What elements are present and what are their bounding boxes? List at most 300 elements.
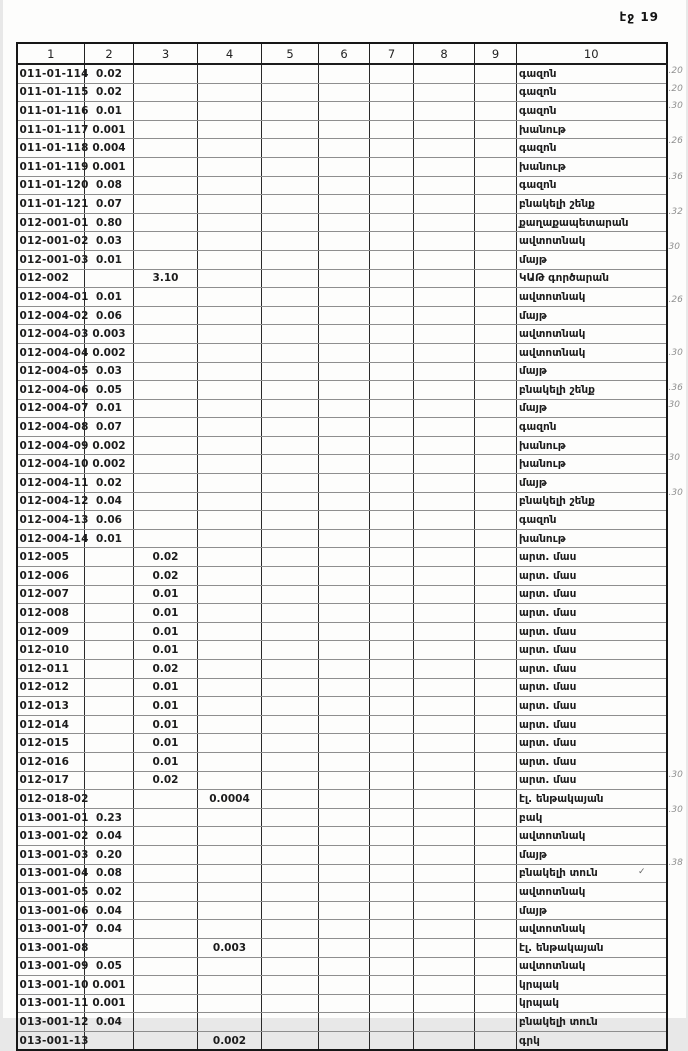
- column-header-2: 2: [85, 43, 134, 64]
- table-row: [17, 957, 667, 976]
- cell-col5-empty: [262, 715, 319, 734]
- cell-col5-empty: [262, 343, 319, 362]
- table-row: [17, 120, 667, 139]
- cell-parcel-id: 013-001-04: [17, 864, 85, 883]
- cell-col2-value: 0.04: [85, 901, 134, 920]
- cell-col7-empty: [370, 734, 414, 753]
- column-header-3: 3: [134, 43, 198, 64]
- cell-col7-empty: [370, 102, 414, 121]
- cell-col3-value: [134, 306, 198, 325]
- cell-col7-empty: [370, 827, 414, 846]
- cell-col8-empty: [414, 845, 475, 864]
- cell-col3-value: [134, 938, 198, 957]
- cell-col6-empty: [319, 343, 370, 362]
- cell-col6-empty: [319, 511, 370, 530]
- cell-col3-value: [134, 901, 198, 920]
- cell-col9-empty: [475, 250, 517, 269]
- cell-col9-empty: [475, 64, 517, 83]
- table-row: [17, 381, 667, 400]
- cell-col7-empty: [370, 883, 414, 902]
- table-row: [17, 232, 667, 251]
- table-row: [17, 901, 667, 920]
- cell-col3-value: [134, 325, 198, 344]
- cell-col4-value: [198, 157, 262, 176]
- cell-object-name: էլ. ենթակայան: [517, 938, 667, 957]
- cell-parcel-id: 011-01-121: [17, 195, 85, 214]
- cell-col8-empty: [414, 697, 475, 716]
- cell-object-name: բնակելի շենք: [517, 381, 667, 400]
- cell-col2-value: 0.002: [85, 455, 134, 474]
- cell-parcel-id: 012-002: [17, 269, 85, 288]
- cell-col5-empty: [262, 120, 319, 139]
- cell-parcel-id: 012-004-12: [17, 492, 85, 511]
- cell-col2-value: 0.02: [85, 883, 134, 902]
- cell-col8-empty: [414, 269, 475, 288]
- cell-col7-empty: [370, 343, 414, 362]
- cell-object-name: ավտոտնակ: [517, 827, 667, 846]
- cell-col6-empty: [319, 1013, 370, 1032]
- cell-col8-empty: [414, 752, 475, 771]
- cell-col2-value: [85, 678, 134, 697]
- cell-col2-value: 0.01: [85, 288, 134, 307]
- cell-col6-empty: [319, 901, 370, 920]
- cell-col3-value: 0.01: [134, 752, 198, 771]
- cell-parcel-id: 012-014: [17, 715, 85, 734]
- cell-col6-empty: [319, 957, 370, 976]
- cell-col3-value: 0.01: [134, 641, 198, 660]
- cell-col3-value: [134, 511, 198, 530]
- cell-parcel-id: 012-006: [17, 567, 85, 586]
- cell-col7-empty: [370, 660, 414, 679]
- cell-col3-value: [134, 808, 198, 827]
- cell-col8-empty: [414, 790, 475, 809]
- cell-col8-empty: [414, 139, 475, 158]
- cell-object-name: արտ. մաս: [517, 641, 667, 660]
- cell-parcel-id: 011-01-120: [17, 176, 85, 195]
- table-row: [17, 529, 667, 548]
- cell-col5-empty: [262, 771, 319, 790]
- cell-col5-empty: [262, 213, 319, 232]
- cell-col9-empty: [475, 901, 517, 920]
- cell-col4-value: [198, 511, 262, 530]
- cell-col9-empty: [475, 864, 517, 883]
- cell-col5-empty: [262, 660, 319, 679]
- cell-col6-empty: [319, 976, 370, 995]
- table-row: [17, 938, 667, 957]
- cell-col3-value: 0.01: [134, 585, 198, 604]
- cell-col4-value: [198, 585, 262, 604]
- table-row: [17, 994, 667, 1013]
- cell-parcel-id: 013-001-12: [17, 1013, 85, 1032]
- cell-col7-empty: [370, 455, 414, 474]
- cell-col8-empty: [414, 83, 475, 102]
- cell-col5-empty: [262, 102, 319, 121]
- cell-col4-value: [198, 455, 262, 474]
- cell-parcel-id: 012-004-07: [17, 399, 85, 418]
- cell-col9-empty: [475, 362, 517, 381]
- cell-col6-empty: [319, 139, 370, 158]
- cell-col9-empty: [475, 883, 517, 902]
- cell-col2-value: 0.08: [85, 864, 134, 883]
- cell-col3-value: 0.02: [134, 660, 198, 679]
- cell-object-name: արտ. մաս: [517, 604, 667, 623]
- cell-col2-value: 0.003: [85, 325, 134, 344]
- cell-col6-empty: [319, 827, 370, 846]
- table-row: [17, 883, 667, 902]
- cell-object-name: ավտոտնակ: [517, 325, 667, 344]
- header-row: [17, 43, 667, 64]
- cell-col8-empty: [414, 157, 475, 176]
- cell-col5-empty: [262, 957, 319, 976]
- cell-col5-empty: [262, 901, 319, 920]
- pencil-margin-mark: .20: [669, 66, 688, 76]
- cell-col7-empty: [370, 474, 414, 493]
- pencil-margin-mark: .26: [669, 136, 688, 146]
- cell-col7-empty: [370, 232, 414, 251]
- cell-col9-empty: [475, 734, 517, 753]
- cell-col2-value: 0.001: [85, 120, 134, 139]
- table-row: [17, 102, 667, 121]
- table-row: [17, 790, 667, 809]
- cell-col8-empty: [414, 827, 475, 846]
- cell-col6-empty: [319, 381, 370, 400]
- cell-col5-empty: [262, 938, 319, 957]
- pencil-margin-mark: 30: [669, 453, 688, 463]
- cell-col6-empty: [319, 232, 370, 251]
- cell-col4-value: [198, 567, 262, 586]
- cell-col9-empty: [475, 976, 517, 995]
- cell-parcel-id: 011-01-115: [17, 83, 85, 102]
- pencil-tick-mark: ✓: [638, 867, 646, 877]
- cell-col2-value: [85, 697, 134, 716]
- cell-col5-empty: [262, 1031, 319, 1050]
- cell-object-name: բակ: [517, 808, 667, 827]
- cell-col7-empty: [370, 752, 414, 771]
- cell-col3-value: [134, 288, 198, 307]
- cell-col9-empty: [475, 1013, 517, 1032]
- table-row: [17, 1013, 667, 1032]
- table-row: [17, 399, 667, 418]
- cell-col8-empty: [414, 548, 475, 567]
- cell-col7-empty: [370, 195, 414, 214]
- cell-col9-empty: [475, 269, 517, 288]
- cell-col2-value: 0.07: [85, 195, 134, 214]
- cell-col9-empty: [475, 920, 517, 939]
- cell-col3-value: [134, 102, 198, 121]
- cell-col7-empty: [370, 83, 414, 102]
- cell-col8-empty: [414, 213, 475, 232]
- pencil-margin-mark: .30: [669, 770, 688, 780]
- cell-col5-empty: [262, 474, 319, 493]
- cell-col7-empty: [370, 399, 414, 418]
- cell-col8-empty: [414, 1031, 475, 1050]
- cell-col6-empty: [319, 994, 370, 1013]
- cell-parcel-id: 012-004-04: [17, 343, 85, 362]
- cell-object-name: բնակելի տուն: [517, 1013, 667, 1032]
- cell-col5-empty: [262, 362, 319, 381]
- cell-col9-empty: [475, 771, 517, 790]
- table-row: [17, 83, 667, 102]
- cell-col4-value: [198, 64, 262, 83]
- table-row: [17, 269, 667, 288]
- cell-object-name: մայթ: [517, 306, 667, 325]
- cell-col7-empty: [370, 790, 414, 809]
- cell-col3-value: [134, 213, 198, 232]
- cell-col7-empty: [370, 157, 414, 176]
- cell-object-name: մայթ: [517, 399, 667, 418]
- cell-col7-empty: [370, 994, 414, 1013]
- cell-col3-value: 3.10: [134, 269, 198, 288]
- cell-col2-value: 0.06: [85, 306, 134, 325]
- cell-col2-value: [85, 269, 134, 288]
- cell-col2-value: [85, 567, 134, 586]
- cell-col4-value: [198, 83, 262, 102]
- pencil-margin-mark: .30: [669, 101, 688, 111]
- cell-col8-empty: [414, 604, 475, 623]
- cell-col2-value: [85, 1031, 134, 1050]
- cell-parcel-id: 012-017: [17, 771, 85, 790]
- cell-object-name: գազոն: [517, 176, 667, 195]
- cell-col4-value: [198, 139, 262, 158]
- cell-col7-empty: [370, 938, 414, 957]
- cell-parcel-id: 011-01-117: [17, 120, 85, 139]
- cell-parcel-id: 012-013: [17, 697, 85, 716]
- cell-parcel-id: 012-004-10: [17, 455, 85, 474]
- cell-object-name: քաղաքապետարան: [517, 213, 667, 232]
- cell-col6-empty: [319, 622, 370, 641]
- cell-col3-value: [134, 492, 198, 511]
- cell-col6-empty: [319, 1031, 370, 1050]
- table-row: [17, 288, 667, 307]
- cell-col9-empty: [475, 808, 517, 827]
- cell-col3-value: [134, 157, 198, 176]
- cell-col5-empty: [262, 622, 319, 641]
- cell-object-name: մայթ: [517, 250, 667, 269]
- column-header-5: 5: [262, 43, 319, 64]
- cell-col4-value: [198, 529, 262, 548]
- cell-col5-empty: [262, 232, 319, 251]
- cell-col6-empty: [319, 808, 370, 827]
- cell-object-name: արտ. մաս: [517, 734, 667, 753]
- cell-object-name: ԿԱԹ գործարան: [517, 269, 667, 288]
- cell-object-name: խանութ: [517, 436, 667, 455]
- cell-col4-value: [198, 306, 262, 325]
- cell-col9-empty: [475, 288, 517, 307]
- cell-parcel-id: 011-01-119: [17, 157, 85, 176]
- cell-col4-value: [198, 381, 262, 400]
- cell-col5-empty: [262, 864, 319, 883]
- cell-col5-empty: [262, 269, 319, 288]
- cell-object-name: գազոն: [517, 139, 667, 158]
- cell-col7-empty: [370, 808, 414, 827]
- cell-col2-value: [85, 752, 134, 771]
- table-row: [17, 567, 667, 586]
- cell-col8-empty: [414, 492, 475, 511]
- cell-object-name: բնակելի շենք: [517, 492, 667, 511]
- cell-col4-value: [198, 213, 262, 232]
- cell-col6-empty: [319, 362, 370, 381]
- cell-col8-empty: [414, 64, 475, 83]
- cell-col2-value: [85, 622, 134, 641]
- cell-col2-value: 0.02: [85, 83, 134, 102]
- cell-object-name: արտ. մաս: [517, 678, 667, 697]
- cell-col3-value: [134, 845, 198, 864]
- cell-col2-value: 0.04: [85, 827, 134, 846]
- cell-col8-empty: [414, 250, 475, 269]
- column-header-7: 7: [370, 43, 414, 64]
- cell-col9-empty: [475, 678, 517, 697]
- pencil-margin-mark: .30: [669, 805, 688, 815]
- cell-col5-empty: [262, 548, 319, 567]
- cell-col3-value: [134, 362, 198, 381]
- cell-parcel-id: 011-01-116: [17, 102, 85, 121]
- cell-col9-empty: [475, 213, 517, 232]
- cell-col9-empty: [475, 790, 517, 809]
- table-row: [17, 436, 667, 455]
- table-row: [17, 1031, 667, 1050]
- cell-col7-empty: [370, 176, 414, 195]
- table-row: [17, 343, 667, 362]
- cell-col4-value: [198, 1013, 262, 1032]
- cell-col4-value: [198, 808, 262, 827]
- cell-col5-empty: [262, 585, 319, 604]
- cadastre-table: [16, 42, 668, 1051]
- cell-col5-empty: [262, 808, 319, 827]
- table-row: [17, 678, 667, 697]
- column-header-4: 4: [198, 43, 262, 64]
- table-row: [17, 827, 667, 846]
- cell-col5-empty: [262, 790, 319, 809]
- cell-col6-empty: [319, 715, 370, 734]
- cell-object-name: ավտոտնակ: [517, 957, 667, 976]
- cell-parcel-id: 012-004-11: [17, 474, 85, 493]
- table-row: [17, 511, 667, 530]
- cell-col6-empty: [319, 102, 370, 121]
- cell-object-name: խանութ: [517, 529, 667, 548]
- table-row: [17, 622, 667, 641]
- cell-col6-empty: [319, 604, 370, 623]
- cell-col6-empty: [319, 585, 370, 604]
- column-header-6: 6: [319, 43, 370, 64]
- cell-col3-value: [134, 436, 198, 455]
- cell-col8-empty: [414, 306, 475, 325]
- table-row: [17, 604, 667, 623]
- cell-col6-empty: [319, 752, 370, 771]
- cell-col9-empty: [475, 660, 517, 679]
- table-row: [17, 585, 667, 604]
- cell-col6-empty: [319, 641, 370, 660]
- cell-col6-empty: [319, 734, 370, 753]
- cell-col5-empty: [262, 381, 319, 400]
- cell-parcel-id: 012-018-02: [17, 790, 85, 809]
- cell-col4-value: [198, 399, 262, 418]
- cell-col9-empty: [475, 957, 517, 976]
- cell-col2-value: 0.08: [85, 176, 134, 195]
- cell-object-name: ավտոտնակ: [517, 883, 667, 902]
- cell-col5-empty: [262, 976, 319, 995]
- cell-parcel-id: 012-011: [17, 660, 85, 679]
- cell-col7-empty: [370, 288, 414, 307]
- cell-parcel-id: 013-001-08: [17, 938, 85, 957]
- cell-col2-value: [85, 734, 134, 753]
- cell-parcel-id: 012-001-02: [17, 232, 85, 251]
- cell-col4-value: [198, 845, 262, 864]
- cell-col9-empty: [475, 604, 517, 623]
- cell-object-name: գազոն: [517, 511, 667, 530]
- cell-col5-empty: [262, 288, 319, 307]
- cell-col3-value: [134, 827, 198, 846]
- cell-col5-empty: [262, 511, 319, 530]
- cell-col2-value: 0.002: [85, 343, 134, 362]
- cell-col5-empty: [262, 64, 319, 83]
- cell-object-name: բնակելի շենք: [517, 195, 667, 214]
- cell-col4-value: [198, 957, 262, 976]
- column-header-1: 1: [17, 43, 85, 64]
- column-header-9: 9: [475, 43, 517, 64]
- cell-col3-value: 0.01: [134, 734, 198, 753]
- cell-col5-empty: [262, 176, 319, 195]
- cell-col3-value: [134, 790, 198, 809]
- cell-col3-value: [134, 474, 198, 493]
- cell-col4-value: 0.003: [198, 938, 262, 957]
- cell-object-name: կրպակ: [517, 976, 667, 995]
- cell-col2-value: 0.01: [85, 529, 134, 548]
- cell-col7-empty: [370, 697, 414, 716]
- table-row: [17, 492, 667, 511]
- cell-col9-empty: [475, 455, 517, 474]
- cell-col8-empty: [414, 455, 475, 474]
- cell-col9-empty: [475, 845, 517, 864]
- cell-col6-empty: [319, 845, 370, 864]
- cell-col3-value: 0.02: [134, 771, 198, 790]
- cell-parcel-id: 012-008: [17, 604, 85, 623]
- cell-col2-value: 0.20: [85, 845, 134, 864]
- cell-col4-value: [198, 548, 262, 567]
- cell-col4-value: [198, 195, 262, 214]
- cell-parcel-id: 013-001-10: [17, 976, 85, 995]
- cell-col6-empty: [319, 64, 370, 83]
- cell-col4-value: [198, 250, 262, 269]
- cell-col4-value: [198, 343, 262, 362]
- cell-col7-empty: [370, 250, 414, 269]
- table-row: [17, 808, 667, 827]
- cell-col2-value: 0.02: [85, 64, 134, 83]
- cell-object-name: արտ. մաս: [517, 585, 667, 604]
- cell-col4-value: [198, 715, 262, 734]
- cell-object-name: արտ. մաս: [517, 567, 667, 586]
- cell-col4-value: [198, 492, 262, 511]
- cell-col3-value: [134, 250, 198, 269]
- cell-col6-empty: [319, 176, 370, 195]
- cell-col8-empty: [414, 957, 475, 976]
- cell-parcel-id: 012-004-08: [17, 418, 85, 437]
- cell-col4-value: [198, 697, 262, 716]
- table-row: [17, 660, 667, 679]
- cell-object-name: խանութ: [517, 455, 667, 474]
- cell-parcel-id: 013-001-13: [17, 1031, 85, 1050]
- cell-col4-value: [198, 622, 262, 641]
- cell-col5-empty: [262, 436, 319, 455]
- cell-parcel-id: 013-001-07: [17, 920, 85, 939]
- cell-col4-value: [198, 994, 262, 1013]
- cell-col5-empty: [262, 641, 319, 660]
- cell-parcel-id: 012-010: [17, 641, 85, 660]
- cell-col6-empty: [319, 399, 370, 418]
- cell-col6-empty: [319, 306, 370, 325]
- cell-col8-empty: [414, 678, 475, 697]
- cell-col7-empty: [370, 715, 414, 734]
- cell-col5-empty: [262, 678, 319, 697]
